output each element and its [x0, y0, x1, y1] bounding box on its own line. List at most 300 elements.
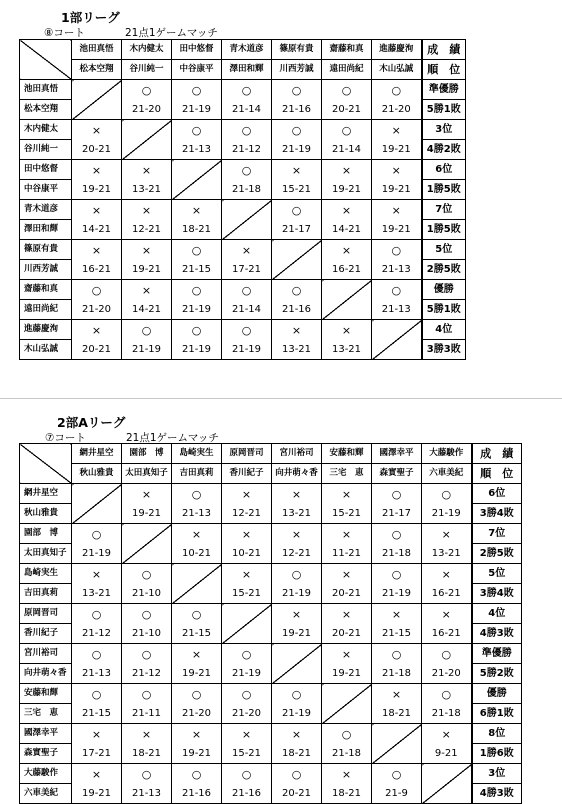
match-score: 21-18: [381, 667, 412, 679]
match-cell: [372, 280, 422, 320]
match-mark: ×: [91, 767, 102, 781]
row-player: [20, 644, 72, 684]
table-row: [20, 120, 466, 160]
match-score: 14-21: [131, 303, 162, 315]
match-cell: [172, 240, 222, 280]
match-cell: [72, 160, 122, 200]
league2-section: [0, 398, 562, 800]
column-player-line-1: 田中悠督: [179, 44, 214, 54]
match-mark: ○: [291, 283, 302, 297]
result-line-1: 準優勝: [481, 648, 512, 659]
match-cell: [172, 80, 222, 120]
match-cell: [372, 240, 422, 280]
match-score: 21-20: [181, 707, 212, 719]
corner-cell: [20, 40, 72, 80]
match-mark: ○: [91, 607, 102, 621]
match-mark: ○: [191, 83, 202, 97]
match-mark: ×: [341, 607, 352, 621]
row-player-line-1: 宮川裕司: [24, 648, 59, 658]
match-score: 21-13: [381, 303, 411, 315]
column-player-line-2: 川西芳誠: [272, 59, 321, 79]
match-score: 21-16: [281, 303, 312, 315]
column-player-line-2: 三宅 恵: [322, 463, 371, 483]
column-player-line-1: 島崎実生: [179, 448, 214, 458]
column-player-line-1: 進藤慶洵: [379, 44, 414, 54]
match-cell: [172, 524, 222, 564]
match-cell: [122, 644, 172, 684]
match-score: 19-21: [181, 667, 212, 679]
match-mark: ○: [141, 323, 152, 337]
match-cell: [322, 524, 372, 564]
column-player-line-2: 澤田和輝: [222, 59, 271, 79]
match-score: 21-19: [281, 143, 312, 155]
match-mark: ×: [341, 323, 352, 337]
table-row: [20, 524, 522, 564]
result-line-1: 準優勝: [428, 84, 459, 95]
row-player-line-2: 川西芳誠: [20, 259, 71, 279]
column-header: [172, 444, 222, 484]
match-mark: ○: [291, 687, 302, 701]
result-header: [422, 40, 466, 80]
result-cell: [472, 724, 522, 764]
match-cell: [72, 724, 122, 764]
match-cell: [122, 764, 172, 804]
match-cell: [322, 120, 372, 160]
result-line-2: 6勝1敗: [473, 703, 522, 723]
match-mark: ×: [141, 487, 152, 501]
match-cell: [122, 564, 172, 604]
row-player-line-1: 齋藤和真: [24, 284, 59, 294]
match-format: 21点1ゲームマッチ: [126, 432, 219, 444]
match-cell: [272, 200, 322, 240]
match-cell: [172, 604, 222, 644]
match-mark: ○: [391, 283, 402, 297]
column-header: [272, 40, 322, 80]
column-player-line-2: 木山弘誠: [372, 59, 421, 79]
column-header: [322, 444, 372, 484]
match-cell: [272, 80, 322, 120]
match-cell: [372, 764, 422, 804]
match-cell: [372, 604, 422, 644]
match-mark: ○: [241, 83, 252, 97]
match-score: 21-20: [231, 707, 262, 719]
match-score: 13-21: [81, 587, 112, 599]
result-line-2: 3勝4敗: [473, 503, 522, 523]
row-player-line-2: 太田真知子: [20, 543, 71, 563]
match-score: 11-21: [331, 547, 362, 559]
match-score: 16-21: [81, 263, 112, 275]
match-cell: [222, 484, 272, 524]
table-row: [20, 484, 522, 524]
match-cell: [322, 724, 372, 764]
match-score: 21-16: [231, 787, 262, 799]
match-cell: [122, 684, 172, 724]
match-mark: ○: [241, 767, 252, 781]
league-title: 1部リーグ: [61, 10, 120, 25]
match-mark: ×: [341, 527, 352, 541]
match-cell: [172, 320, 222, 360]
match-score: 19-21: [81, 787, 112, 799]
row-player: [20, 80, 72, 120]
match-cell: [322, 80, 372, 120]
match-score: 21-20: [131, 103, 162, 115]
row-player-line-1: 國澤幸平: [24, 728, 59, 738]
result-line-1: 5位: [488, 568, 506, 579]
match-mark: ×: [391, 607, 402, 621]
match-mark: ○: [141, 607, 152, 621]
row-player-line-2: 木山弘誠: [20, 339, 71, 359]
result-line-2: 4勝3敗: [473, 623, 522, 643]
match-cell: [372, 524, 422, 564]
match-cell: [422, 484, 472, 524]
match-score: 16-21: [431, 627, 461, 639]
table-row: [20, 280, 466, 320]
match-cell: [272, 604, 322, 644]
match-mark: ○: [91, 527, 102, 541]
match-score: 16-21: [431, 587, 461, 599]
table-row: [20, 644, 522, 684]
match-cell: [422, 644, 472, 684]
match-mark: ×: [141, 283, 152, 297]
match-score: 18-21: [131, 747, 162, 759]
diagonal-cell: [372, 320, 422, 360]
match-mark: ×: [141, 727, 152, 741]
row-player-line-1: 木内健太: [24, 124, 59, 134]
match-cell: [122, 160, 172, 200]
match-mark: ○: [141, 83, 152, 97]
row-player-line-1: 池田真悟: [24, 84, 59, 94]
match-score: 15-21: [231, 747, 262, 759]
match-mark: ×: [291, 323, 302, 337]
result-line-2: 5勝2敗: [473, 663, 522, 683]
diagonal-cell: [372, 724, 422, 764]
match-cell: [422, 684, 472, 724]
column-player-line-2: 太田真知子: [122, 463, 171, 483]
match-score: 21-10: [131, 627, 162, 639]
column-header: [72, 40, 122, 80]
match-cell: [72, 280, 122, 320]
diagonal-cell: [222, 200, 272, 240]
match-mark: ○: [391, 527, 402, 541]
match-cell: [172, 120, 222, 160]
match-cell: [272, 684, 322, 724]
row-player: [20, 564, 72, 604]
match-cell: [122, 724, 172, 764]
result-cell: [472, 564, 522, 604]
match-cell: [322, 644, 372, 684]
match-mark: ×: [441, 527, 451, 541]
match-mark: ○: [291, 767, 302, 781]
column-player-line-1: 大藤駿作: [429, 448, 464, 458]
match-score: 13-21: [281, 343, 312, 355]
match-mark: ×: [241, 727, 252, 741]
result-cell: [422, 120, 466, 160]
column-player-line-1: 網井星空: [79, 448, 114, 458]
match-score: 21-19: [231, 343, 262, 355]
row-player: [20, 764, 72, 804]
match-score: 18-21: [381, 707, 412, 719]
match-score: 19-21: [381, 143, 411, 155]
match-mark: ○: [241, 123, 252, 137]
diagonal-cell: [222, 604, 272, 644]
match-cell: [422, 524, 472, 564]
column-player-line-1: 國澤幸平: [379, 448, 414, 458]
result-line-1: 4位: [435, 324, 453, 335]
match-mark: ×: [241, 487, 252, 501]
match-cell: [322, 764, 372, 804]
match-cell: [72, 524, 122, 564]
match-cell: [222, 684, 272, 724]
table-row: [20, 604, 522, 644]
match-score: 21-12: [131, 667, 162, 679]
match-cell: [72, 200, 122, 240]
row-player-line-1: 原岡晋司: [24, 608, 59, 618]
table-row: [20, 764, 522, 804]
diagonal-cell: [322, 684, 372, 724]
match-score: 21-19: [381, 587, 412, 599]
result-cell: [472, 484, 522, 524]
row-player-line-2: 向井萌々香: [20, 663, 71, 683]
row-player-line-2: 松本空翔: [20, 99, 71, 119]
match-score: 21-13: [181, 143, 212, 155]
match-score: 14-21: [81, 223, 112, 235]
table-row: [20, 240, 466, 280]
match-mark: ×: [91, 323, 102, 337]
match-mark: ×: [91, 163, 102, 177]
match-mark: ×: [441, 607, 451, 621]
result-cell: [422, 240, 466, 280]
row-player-line-2: 澤田和輝: [20, 219, 71, 239]
match-mark: ○: [441, 487, 452, 501]
match-cell: [372, 80, 422, 120]
match-score: 21-18: [381, 547, 412, 559]
match-score: 21-19: [181, 303, 212, 315]
match-score: 18-21: [181, 223, 212, 235]
match-score: 19-21: [331, 183, 362, 195]
match-score: 15-21: [231, 587, 262, 599]
column-player-line-2: 遠田尚紀: [322, 59, 371, 79]
match-score: 19-21: [131, 507, 162, 519]
match-score: 21-12: [81, 627, 112, 639]
match-cell: [322, 240, 372, 280]
match-score: 21-17: [381, 507, 412, 519]
row-player: [20, 200, 72, 240]
column-player-line-1: 篠原有貴: [279, 44, 314, 54]
match-mark: ○: [441, 647, 452, 661]
match-mark: ○: [191, 607, 202, 621]
match-cell: [122, 320, 172, 360]
column-header: [72, 444, 122, 484]
match-score: 21-18: [431, 707, 461, 719]
match-score: 21-19: [281, 707, 312, 719]
column-player-line-2: 吉田真莉: [172, 463, 221, 483]
result-cell: [472, 764, 522, 804]
match-score: 21-9: [385, 787, 408, 799]
match-cell: [222, 160, 272, 200]
match-mark: ×: [191, 527, 202, 541]
result-line-1: 優勝: [433, 284, 454, 295]
match-cell: [222, 644, 272, 684]
match-score: 21-20: [81, 303, 112, 315]
result-line-1: 3位: [488, 768, 506, 779]
match-mark: ○: [241, 687, 252, 701]
match-cell: [222, 120, 272, 160]
match-score: 14-21: [331, 223, 362, 235]
row-player-line-2: 遠田尚紀: [20, 299, 71, 319]
match-score: 15-21: [331, 507, 362, 519]
match-score: 18-21: [281, 747, 312, 759]
result-line-1: 優勝: [486, 688, 507, 699]
match-score: 13-21: [331, 343, 362, 355]
match-cell: [372, 644, 422, 684]
match-mark: ○: [241, 163, 252, 177]
match-mark: ×: [191, 203, 202, 217]
match-mark: ×: [191, 727, 202, 741]
match-cell: [122, 80, 172, 120]
row-player-line-1: 進藤慶洵: [24, 324, 59, 334]
match-mark: ×: [241, 527, 252, 541]
match-mark: ×: [91, 727, 102, 741]
match-mark: ×: [341, 567, 352, 581]
match-score: 20-21: [331, 587, 362, 599]
match-score: 19-21: [81, 183, 112, 195]
court-label: ⑧コート: [44, 27, 85, 39]
column-player-line-1: 原岡晋司: [229, 448, 264, 458]
column-player-line-1: 木内健太: [129, 44, 164, 54]
match-score: 21-11: [131, 707, 162, 719]
column-player-line-2: 松本空翔: [72, 59, 121, 79]
match-score: 19-21: [281, 627, 312, 639]
match-mark: ×: [141, 163, 152, 177]
match-mark: ○: [191, 323, 202, 337]
match-cell: [222, 280, 272, 320]
match-cell: [222, 564, 272, 604]
match-score: 21-19: [231, 667, 262, 679]
diagonal-cell: [122, 120, 172, 160]
match-score: 21-19: [431, 507, 461, 519]
match-mark: ○: [91, 687, 102, 701]
match-mark: ○: [191, 687, 202, 701]
column-header: [122, 40, 172, 80]
result-line-1: 4位: [488, 608, 506, 619]
match-mark: ○: [391, 767, 402, 781]
row-player-line-2: 秋山雅貴: [20, 503, 71, 523]
row-player: [20, 684, 72, 724]
column-header: [272, 444, 322, 484]
match-mark: ×: [291, 527, 302, 541]
result-header-line-2: 順 位: [473, 463, 522, 483]
match-score: 21-19: [81, 547, 112, 559]
match-mark: ○: [141, 687, 152, 701]
column-header: [322, 40, 372, 80]
match-mark: ○: [141, 647, 152, 661]
league1-section: [0, 0, 562, 355]
match-score: 21-13: [381, 263, 411, 275]
row-player: [20, 724, 72, 764]
row-player-line-1: 網井星空: [24, 488, 59, 498]
column-header: [222, 444, 272, 484]
table-row: [20, 684, 522, 724]
match-mark: ○: [141, 567, 152, 581]
result-cell: [472, 604, 522, 644]
match-cell: [322, 200, 372, 240]
match-score: 17-21: [81, 747, 112, 759]
match-cell: [422, 724, 472, 764]
row-player-line-2: 三宅 恵: [20, 703, 71, 723]
row-player-line-1: 園部 博: [24, 528, 59, 538]
result-cell: [422, 160, 466, 200]
match-mark: ○: [191, 767, 202, 781]
row-player-line-2: 森實聖子: [20, 743, 71, 763]
result-cell: [422, 200, 466, 240]
match-mark: ○: [341, 123, 352, 137]
match-score: 12-21: [131, 223, 162, 235]
league1-table: [19, 39, 466, 360]
match-cell: [172, 280, 222, 320]
match-mark: ×: [341, 243, 352, 257]
match-score: 21-15: [181, 627, 212, 639]
match-cell: [222, 320, 272, 360]
row-player-line-2: 谷川純一: [20, 139, 71, 159]
match-cell: [272, 564, 322, 604]
match-cell: [172, 684, 222, 724]
match-score: 10-21: [231, 547, 262, 559]
match-cell: [172, 200, 222, 240]
column-player-line-2: 谷川純一: [122, 59, 171, 79]
match-score: 13-21: [131, 183, 162, 195]
match-score: 21-13: [181, 507, 212, 519]
match-mark: ×: [341, 647, 352, 661]
match-mark: ×: [341, 163, 352, 177]
match-format: 21点1ゲームマッチ: [125, 27, 218, 39]
match-cell: [272, 724, 322, 764]
match-mark: ○: [391, 647, 402, 661]
row-player: [20, 160, 72, 200]
match-score: 19-21: [381, 183, 411, 195]
result-header-line-2: 順 位: [423, 59, 466, 79]
result-line-1: 6位: [488, 488, 506, 499]
match-mark: ×: [291, 487, 302, 501]
match-cell: [172, 644, 222, 684]
column-header: [172, 40, 222, 80]
match-score: 21-13: [81, 667, 112, 679]
match-score: 21-15: [81, 707, 112, 719]
match-cell: [222, 240, 272, 280]
match-mark: ×: [341, 487, 352, 501]
diagonal-cell: [72, 484, 122, 524]
match-score: 21-15: [181, 263, 212, 275]
match-cell: [322, 320, 372, 360]
match-mark: ×: [441, 727, 451, 741]
column-header: [422, 444, 472, 484]
match-cell: [222, 80, 272, 120]
match-score: 21-19: [131, 343, 162, 355]
result-cell: [472, 684, 522, 724]
result-cell: [472, 644, 522, 684]
match-cell: [372, 160, 422, 200]
column-player-line-2: 六車美紀: [422, 463, 471, 483]
match-mark: ×: [241, 243, 252, 257]
match-cell: [222, 764, 272, 804]
match-score: 19-21: [331, 667, 362, 679]
match-cell: [272, 764, 322, 804]
column-player-line-1: 園部 博: [129, 448, 164, 458]
result-line-1: 3位: [435, 124, 453, 135]
match-mark: ×: [441, 567, 451, 581]
column-player-line-2: 森實聖子: [372, 463, 421, 483]
match-mark: ×: [191, 647, 202, 661]
league-title: 2部Aリーグ: [57, 415, 126, 430]
